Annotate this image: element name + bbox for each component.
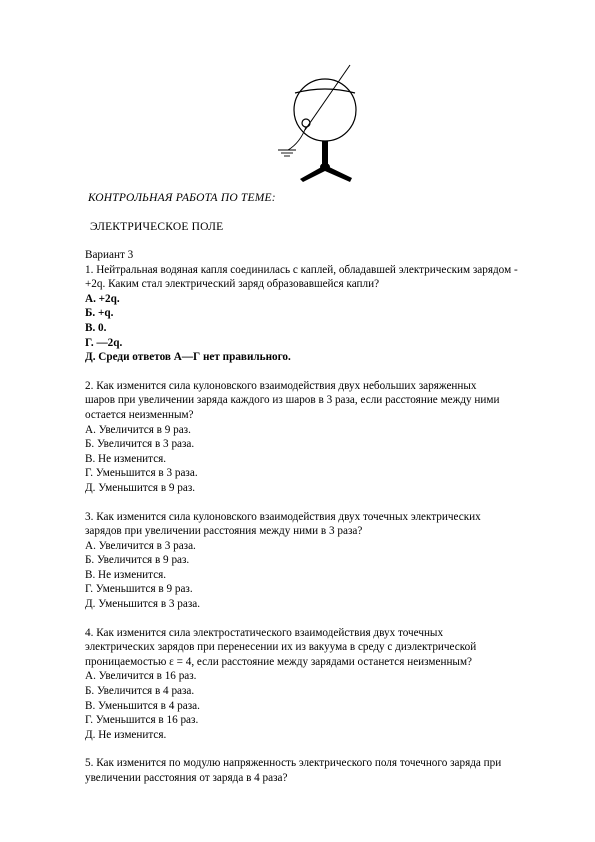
question-text-line: увеличении расстояния от заряда в 4 раза? [85,772,288,784]
answer-option: Г. Уменьшится в 3 раза. [85,467,198,480]
answer-option: А. Увеличится в 3 раза. [85,539,196,552]
question-text-line: проницаемостью ε = 4, если расстояние между зарядами останется неизменным? [85,655,472,668]
question-text-line: 3. Как изменится сила кулоновского взаимодействия двух точечных электрических [85,510,481,523]
answer-option: Б. Увеличится в 9 раз. [85,554,190,567]
answer-option: А. +2q. [85,292,120,305]
question-3 [85,510,555,612]
answer-option: А. Увеличится в 9 раз. [85,423,191,436]
question-text-line: 4. Как изменится сила электростатического взаимодействия двух точечных [85,626,444,639]
answer-option: В. 0. [85,321,107,334]
answer-option: Д. Среди ответов А—Г нет правильного. [85,351,291,364]
question-text-line: 1. Нейтральная водяная капля соединилась с каплей, обладавшей электрическим зарядом - [85,263,518,276]
topic-title: ЭЛЕКТРИЧЕСКОЕ ПОЛЕ [90,221,224,233]
question-2 [85,379,555,496]
question-text-line: остается неизменным? [85,408,194,421]
answer-option: Д. Уменьшится в 9 раз. [85,481,196,494]
question-text-line: 5. Как изменится по модулю напряженность электрического поля точечного заряда при [85,757,502,770]
test-title: КОНТРОЛЬНАЯ РАБОТА ПО ТЕМЕ: [88,192,276,204]
question-list [85,248,555,786]
question-text-line: шаров при увеличении заряда каждого из шаров в 3 раза, если расстояние между ними [85,394,500,407]
answer-option: Б. +q. [85,307,114,320]
question-text-line: +2q. Каким стал электрический заряд образовавшейся капли? [85,278,380,291]
variant-label: Вариант 3 [85,249,134,261]
answer-option: Д. Не изменится. [85,728,167,741]
answer-option: Б. Увеличится в 3 раза. [85,438,195,451]
sphere-rim [295,89,355,93]
rod-line [305,65,350,130]
sphere-shape [294,79,356,141]
question-text-line: зарядов при увеличении расстояния между ними в 3 раза? [85,525,363,538]
electroscope-illustration [270,55,375,185]
answer-option: Д. Уменьшится в 3 раза. [85,598,201,611]
answer-option: В. Не изменится. [85,568,167,581]
answer-option: В. Не изменится. [85,452,167,465]
question-text-line: электрических зарядов при перенесении их из вакуума в среду с диэлектрической [85,641,477,654]
answer-option: Г. Уменьшится в 9 раз. [85,583,193,596]
answer-option: Б. Увеличится в 4 раза. [85,685,195,698]
question-1 [85,263,555,365]
answer-option: В. Уменьшится в 4 раза. [85,699,200,712]
answer-option: А. Увеличится в 16 раз. [85,670,197,683]
question-5 [85,756,555,785]
question-text-line: 2. Как изменится сила кулоновского взаимодействия двух небольших заряженных [85,379,477,392]
answer-option: Г. Уменьшится в 16 раз. [85,714,199,727]
answer-option: Г. —2q. [85,336,123,349]
rod-ball [302,119,310,127]
question-4 [85,626,555,743]
ground-wire [288,127,306,150]
